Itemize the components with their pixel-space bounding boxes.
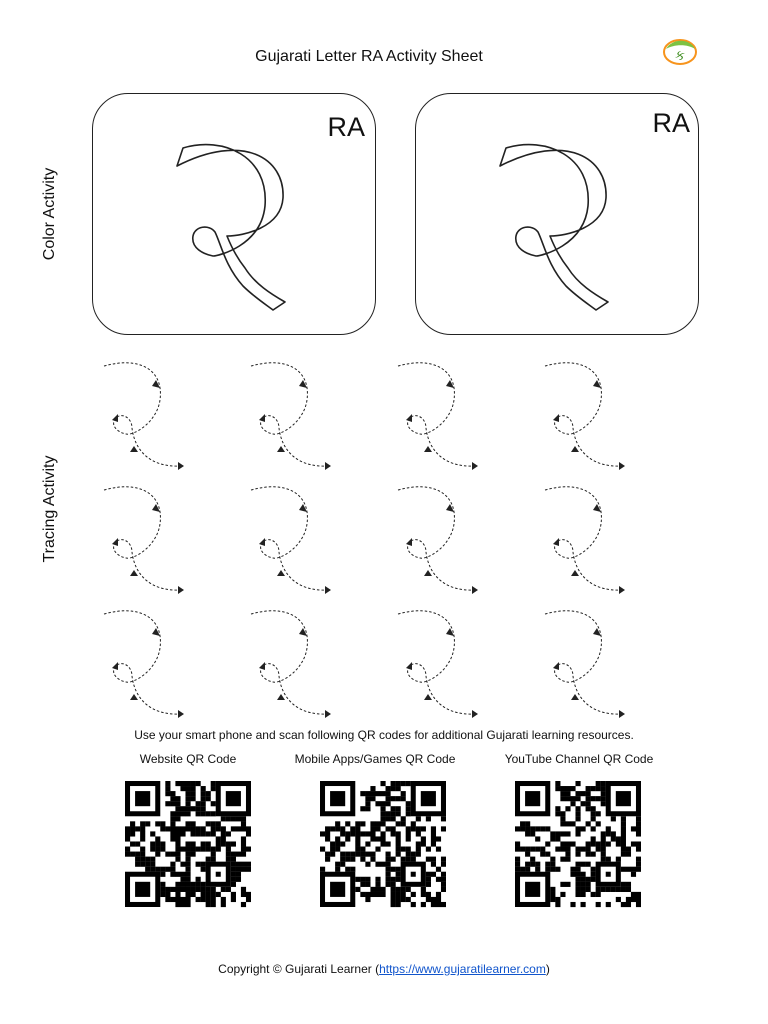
- qr-instructions: Use your smart phone and scan following QR codes for additional Gujarati learning resources.: [134, 728, 634, 742]
- qr-caption-website: Website QR Code: [139, 752, 237, 766]
- tracing-letter-ra-icon[interactable]: [394, 480, 494, 600]
- tracing-letter-ra-icon[interactable]: [394, 604, 494, 724]
- qr-code-youtube-icon[interactable]: [515, 778, 641, 910]
- tracing-letter-ra-icon[interactable]: [100, 356, 200, 476]
- color-card-2[interactable]: [415, 93, 699, 335]
- tracing-letter-ra-icon[interactable]: [541, 356, 641, 476]
- tracing-letter-ra-icon[interactable]: [100, 604, 200, 724]
- copyright-prefix: Copyright © Gujarati Learner (: [218, 962, 380, 976]
- tracing-letter-ra-icon[interactable]: [541, 480, 641, 600]
- logo-letter: ક: [675, 48, 685, 64]
- letter-ra-outline-icon: [173, 136, 293, 316]
- tracing-letter-ra-icon[interactable]: [394, 356, 494, 476]
- card-label: RA: [327, 112, 365, 142]
- color-card-1[interactable]: [92, 93, 376, 335]
- card-label: RA: [652, 108, 690, 138]
- copyright-suffix: ): [545, 962, 550, 976]
- tracing-letter-ra-icon[interactable]: [247, 480, 347, 600]
- page-title: Gujarati Letter RA Activity Sheet: [255, 48, 483, 65]
- tracing-letter-ra-icon[interactable]: [100, 480, 200, 600]
- qr-code-apps-icon[interactable]: [320, 778, 446, 910]
- copyright-footer: [0, 962, 768, 976]
- letter-ra-outline-icon: [496, 136, 616, 316]
- tracing-letter-ra-icon[interactable]: [247, 604, 347, 724]
- tracing-activity-label: Tracing Activity: [41, 455, 58, 563]
- website-link[interactable]: https://www.gujaratilearner.com: [379, 962, 546, 976]
- gujarati-learner-logo-icon: [662, 36, 698, 66]
- qr-caption-apps: Mobile Apps/Games QR Code: [294, 752, 456, 766]
- tracing-letter-ra-icon[interactable]: [247, 356, 347, 476]
- qr-code-website-icon[interactable]: [125, 778, 251, 910]
- qr-caption-youtube: YouTube Channel QR Code: [504, 752, 654, 766]
- color-activity-label: Color Activity: [41, 167, 58, 261]
- tracing-letter-ra-icon[interactable]: [541, 604, 641, 724]
